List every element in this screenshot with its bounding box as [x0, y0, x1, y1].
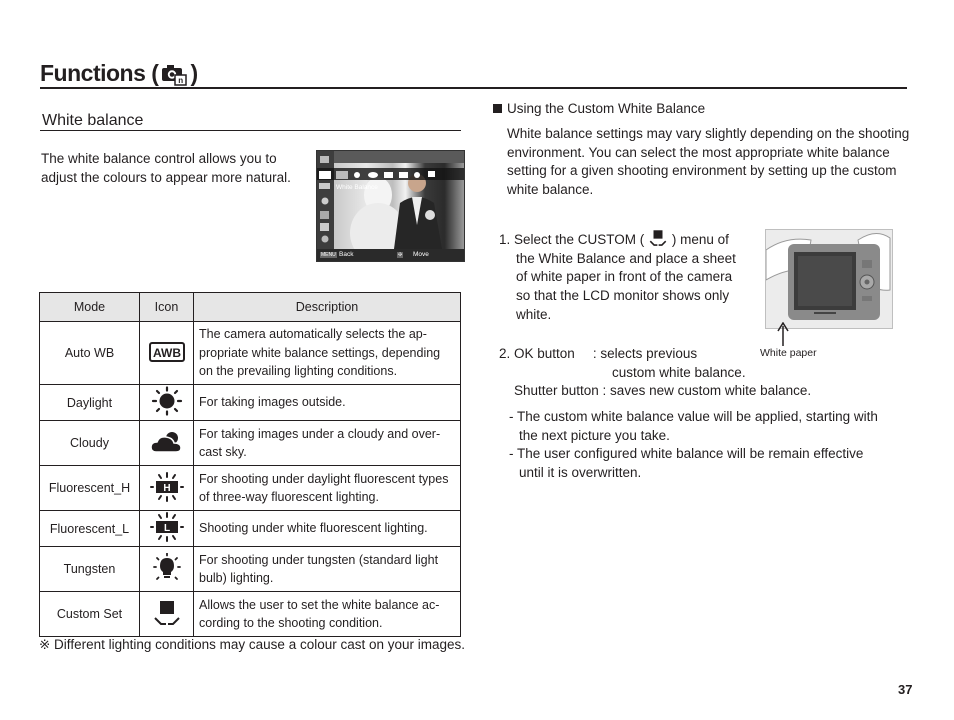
- icon-cell: [140, 322, 194, 385]
- svg-text:L: L: [163, 523, 170, 534]
- footnote: ※ Different lighting conditions may cause a colour cast on your images.: [39, 637, 466, 652]
- description-cell: For shooting under daylight fluorescent types of three-way fluorescent lighting.: [194, 466, 461, 511]
- step-1: [499, 229, 749, 325]
- icon-cell: [140, 421, 194, 466]
- sun-icon: [151, 386, 183, 416]
- step-2: [499, 345, 849, 401]
- header-description: Description: [194, 293, 461, 322]
- page-title: [40, 60, 198, 87]
- mode-cell: Fluorescent_H: [40, 466, 140, 511]
- icon-cell: [140, 466, 194, 511]
- description-cell: For taking images under a cloudy and over-cast sky.: [194, 421, 461, 466]
- title-rule: [40, 87, 907, 89]
- svg-text:AWB: AWB: [152, 345, 181, 360]
- step-1-text-b: ) menu of: [671, 232, 729, 247]
- lcd-dpad-icon: ✣: [398, 252, 403, 258]
- lcd-back-label: Back: [339, 251, 354, 258]
- ok-button-label: 2. OK button: [499, 346, 575, 361]
- mode-cell: Custom Set: [40, 592, 140, 637]
- custom-wb-paragraph: White balance settings may vary slightly depending on the shooting environment. You can select the most appropriate white balance setting for a given shooting environment by setting up the custom white balance.: [507, 126, 910, 198]
- custom-set-icon: [152, 599, 182, 627]
- svg-text:H: H: [162, 482, 171, 494]
- tungsten-bulb-icon: [152, 553, 182, 583]
- awb-icon: [149, 342, 185, 362]
- header-icon: Icon: [140, 293, 194, 322]
- square-bullet-icon: [493, 104, 502, 113]
- mode-cell: Auto WB: [40, 322, 140, 385]
- custom-wb-heading-text: Using the Custom White Balance: [507, 101, 706, 116]
- section-rule: [40, 130, 461, 131]
- lcd-menu-tag: MENU: [321, 252, 336, 258]
- lcd-wb-label: White Balance: [336, 184, 378, 191]
- table-row: [40, 592, 461, 637]
- step-2-line-3: Shutter button : saves new custom white balance.: [514, 383, 812, 399]
- icon-cell: [140, 547, 194, 592]
- icon-cell: [140, 511, 194, 547]
- mode-cell: Fluorescent_L: [40, 511, 140, 547]
- svg-text:n: n: [178, 75, 184, 85]
- fluorescent-l-icon: [150, 512, 184, 542]
- white-balance-table: [39, 292, 461, 637]
- mode-cell: Daylight: [40, 385, 140, 421]
- mode-cell: Tungsten: [40, 547, 140, 592]
- camera-function-icon: [161, 62, 187, 86]
- page-title-prefix: Functions (: [40, 60, 159, 86]
- ok-button-value: : selects previous: [592, 346, 698, 361]
- table-header-row: [40, 293, 461, 322]
- white-paper-caption: White paper: [760, 347, 817, 359]
- note-2-b: until it is overwritten.: [519, 465, 642, 481]
- description-cell: Allows the user to set the white balance ac-cording to the shooting condition.: [194, 592, 461, 637]
- note-1-b: the next picture you take.: [519, 427, 670, 443]
- cloud-icon: [150, 430, 184, 454]
- table-row: [40, 466, 461, 511]
- notes: [509, 408, 899, 483]
- pointer-arrow-icon: [775, 322, 791, 347]
- icon-cell: [140, 385, 194, 421]
- intro-text: The white balance control allows you to adjust the colours to appear more natural.: [41, 151, 291, 185]
- table-row: [40, 385, 461, 421]
- table-row: [40, 322, 461, 385]
- description-cell: For taking images outside.: [194, 385, 461, 421]
- note-2-a: - The user configured white balance will be remain effective: [509, 446, 864, 462]
- note-1-a: - The custom white balance value will be applied, starting with: [509, 409, 878, 424]
- custom-set-icon: [648, 229, 668, 247]
- custom-wb-heading: [493, 101, 705, 116]
- description-cell: The camera automatically selects the ap-propriate white balance settings, depending on the prevailing lighting conditions.: [194, 322, 461, 385]
- lcd-wb-icon-bar: [317, 168, 464, 180]
- table-row: [40, 421, 461, 466]
- step-2-line-2: custom white balance.: [612, 364, 746, 380]
- icon-cell: [140, 592, 194, 637]
- camera-white-paper-photo: [765, 229, 893, 329]
- step-1-text-a: 1. Select the CUSTOM (: [499, 232, 645, 247]
- description-cell: Shooting under white fluorescent lighting.: [194, 511, 461, 547]
- page-title-suffix: ): [190, 60, 198, 86]
- mode-cell: Cloudy: [40, 421, 140, 466]
- header-mode: Mode: [40, 293, 140, 322]
- section-title: White balance: [42, 112, 144, 129]
- fluorescent-h-icon: [150, 472, 184, 502]
- step-1-text-rest: the White Balance and place a sheet of white paper in front of the camera so that the LCD monitor shows only white.: [516, 250, 736, 322]
- table-row: [40, 511, 461, 547]
- step-2-line-1: [499, 345, 849, 364]
- lcd-screen-preview: [316, 150, 465, 262]
- page-number: 37: [898, 682, 913, 697]
- description-cell: For shooting under tungsten (standard light bulb) lighting.: [194, 547, 461, 592]
- table-row: [40, 547, 461, 592]
- lcd-move-label: Move: [413, 251, 429, 258]
